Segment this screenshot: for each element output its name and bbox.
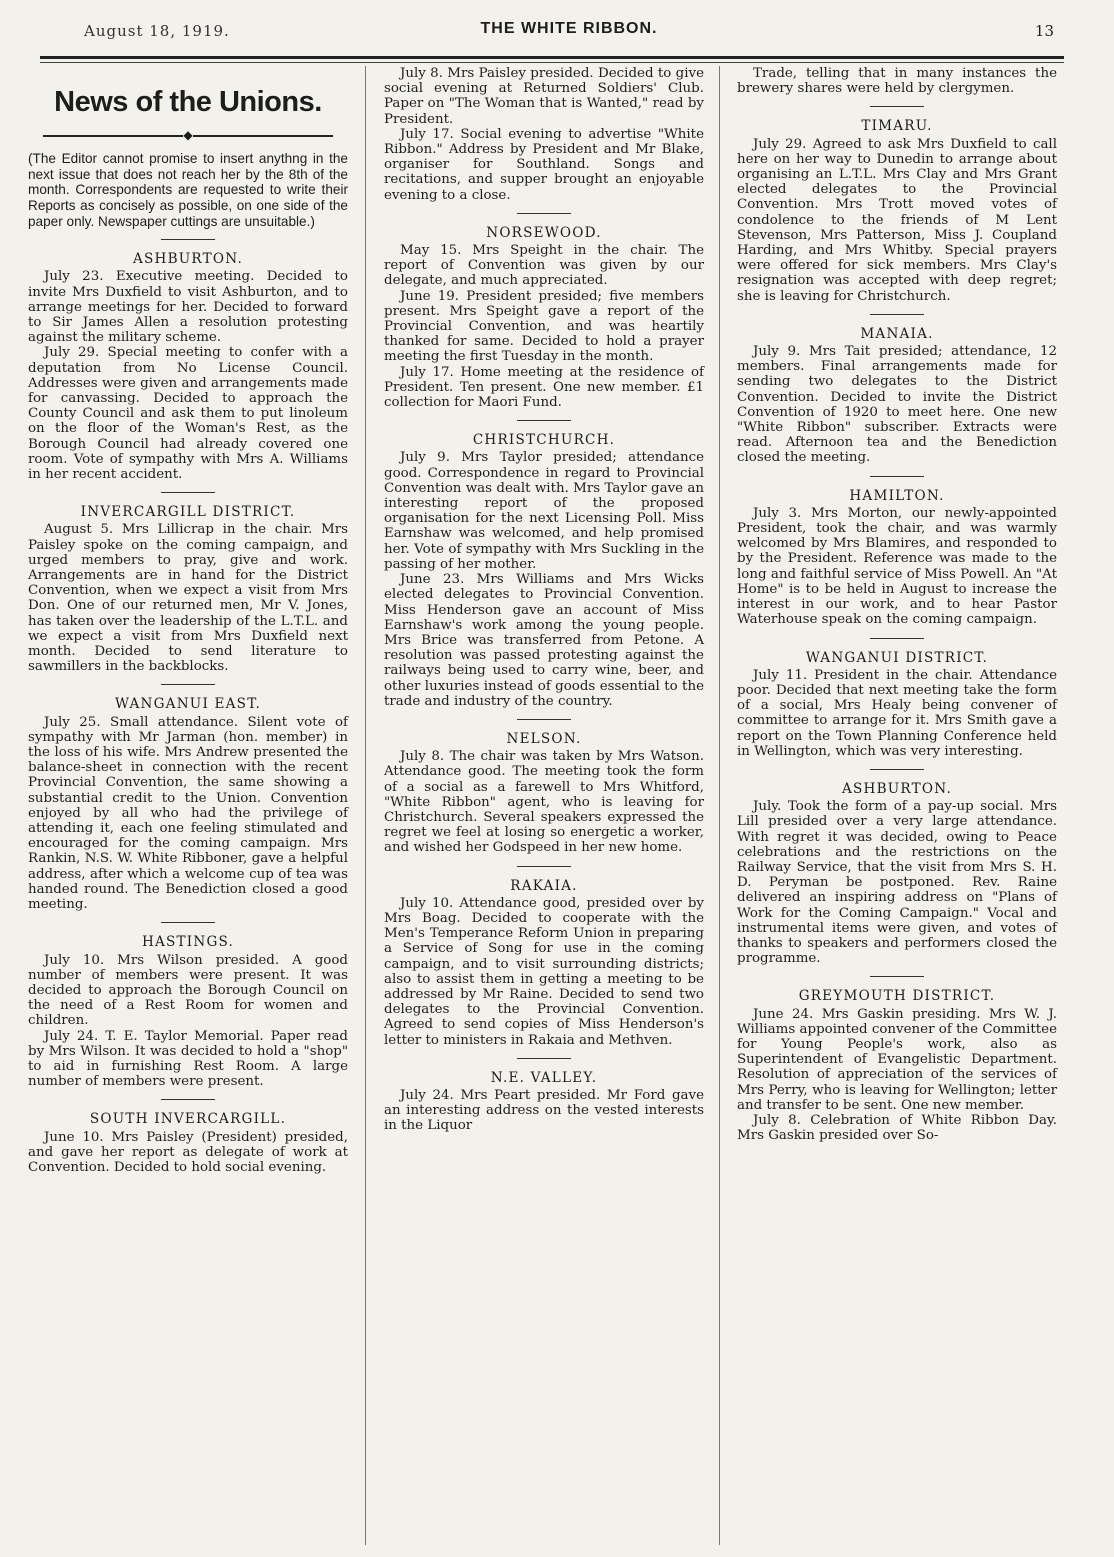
column-sections <box>384 66 704 1134</box>
news-section <box>28 922 348 1089</box>
section-title: HAMILTON. <box>849 487 945 504</box>
report-paragraph: July 23. Executive meeting. Decided to invite Mrs Duxfield to visit Ashburton, and to arrange meetings for her. Decided to forward to Sir James Allen a resolution protesting against the military scheme. <box>28 269 348 346</box>
report-paragraph: June 23. Mrs Williams and Mrs Wicks elected delegates to Provincial Convention. Miss Henderson gave an account of Miss Earnshaw's work among the young people. Mrs Brice was transferred from Petone. A resolution was passed protesting against the railways being used to carry wine, beer, and other luxuries instead of goods essential to the trade and industry of the country. <box>384 572 704 709</box>
news-section <box>28 1099 348 1175</box>
header-rule-thin <box>40 62 1064 63</box>
section-separator <box>870 769 924 770</box>
report-paragraph: June 19. President presided; five members present. Mrs Speight gave a report of the Provincial Convention, and was heartily thanked for same. Decided to hold a prayer meeting the first Tuesday in the month. <box>384 288 704 365</box>
page-title: News of the Unions. <box>54 86 322 118</box>
section-title: RAKAIA. <box>510 877 578 894</box>
section-separator <box>517 420 571 421</box>
column-sections <box>28 252 348 1175</box>
report-paragraph: July. Took the form of a pay-up social. Mrs Lill presided over a very large attendance. With regret it was decided, owing to Peace celebrations and the restrictions on the Railway Service, that the visit from Mrs S. H. D. Peryman be postponed. Rev. Raine delivered an inspiring address on "Plans of Work for the Coming Campaign." Vocal and instrumental items were given, and votes of thanks to speakers and performers closed the programme. <box>737 799 1057 967</box>
section-title: N.E. VALLEY. <box>490 1069 598 1086</box>
section-separator <box>161 684 215 685</box>
report-paragraph: July 10. Attendance good, presided over by Mrs Boag. Decided to cooperate with the Men's Temperance Reform Union in preparing a Service of Song for use in the coming campaign, and to visit surrounding districts; also to assist them in getting a meeting to be addressed by Mr Raine. Decided to send two delegates to the Provincial Convention. Agreed to send copies of Miss Henderson's letter to ministers in Rakaia and Methven. <box>384 895 704 1048</box>
report-paragraph: June 10. Mrs Paisley (President) presided, and gave her report as delegate of work at Convention. Decided to hold social evening. <box>28 1129 348 1175</box>
section-title: NORSEWOOD. <box>486 224 602 241</box>
section-title: WANGANUI EAST. <box>115 696 261 713</box>
column-1 <box>28 66 348 1175</box>
header-rule <box>40 56 1064 59</box>
news-section <box>384 420 704 709</box>
news-section <box>737 66 1057 96</box>
section-title: CHRISTCHURCH. <box>472 432 616 449</box>
section-title: HASTINGS. <box>141 934 235 951</box>
section-separator <box>517 719 571 720</box>
report-paragraph: July 24. T. E. Taylor Memorial. Paper read by Mrs Wilson. It was decided to hold a "shop" to aid in furnishing Rest Room. A large number of members were present. <box>28 1028 348 1090</box>
section-title: WANGANUI DISTRICT. <box>805 649 989 666</box>
report-paragraph: July 29. Agreed to ask Mrs Duxfield to call here on her way to Dunedin to arrange about organising an L.T.L. Mrs Clay and Mrs Grant elected delegates to the Provincial Convention. Mrs Trott moved votes of condolence to the friends of M Lent Stevenson, Mrs Patterson, Miss J. Coupland Harding, and Mrs Whitby. Special prayers were offered for sick members. Mrs Clay's resignation was accepted with deep regret; she is leaving for Christchurch. <box>737 136 1057 304</box>
section-separator <box>161 1099 215 1100</box>
news-section <box>737 476 1057 628</box>
report-paragraph: July 24. Mrs Peart presided. Mr Ford gave an interesting address on the vested interests in the Liquor <box>384 1087 704 1134</box>
ornament-divider: ◆ <box>28 128 348 143</box>
section-separator <box>161 492 215 493</box>
report-paragraph: July 11. President in the chair. Attendance poor. Decided that next meeting take the form of a social, Mrs Healy being convener of committee to arrange for it. Mrs Smith gave a report on the Town Planning Conference held in Wellington, which was very interesting. <box>737 667 1057 759</box>
news-section <box>384 866 704 1048</box>
column-3 <box>737 66 1057 1143</box>
report-paragraph: July 17. Home meeting at the residence of President. Ten present. One new member. £1 collection for Maori Fund. <box>384 364 704 411</box>
section-title: GREYMOUTH DISTRICT. <box>798 988 996 1005</box>
section-title: MANAIA. <box>860 325 934 342</box>
section-separator <box>870 476 924 477</box>
news-section <box>737 638 1057 759</box>
news-section <box>28 252 348 482</box>
report-paragraph: July 17. Social evening to advertise "White Ribbon." Address by President and Mr Blake, organiser for Southland. Songs and recitations, and supper brought an enjoyable evening to a close. <box>384 126 704 203</box>
section-title: INVERCARGILL DISTRICT. <box>80 504 296 521</box>
section-title: NELSON. <box>506 730 582 747</box>
section-separator <box>161 239 215 240</box>
report-paragraph: August 5. Mrs Lillicrap in the chair. Mrs Paisley spoke on the coming campaign, and urged members to pray, give and work. Arrangements are in hand for the District Convention, when we expect a visit from Mrs Don. One of our returned men, Mr V. Jones, has taken over the leadership of the L.T.L. and we expect a visit from Mrs Duxfield next month. Decided to send literature to sawmillers in the backblocks. <box>28 522 348 675</box>
section-separator <box>161 922 215 923</box>
issue-date: August 18, 1919. <box>84 22 230 40</box>
news-section <box>737 314 1057 466</box>
report-paragraph: July 29. Special meeting to confer with a deputation from No License Council. Addresses were given and arrangements made for canvassing. Decided to approach the County Council and ask them to put linoleum on the floor of the Woman's Rest, as the Borough Council had already covered one room. Vote of sympathy with Mrs A. Williams in her recent accident. <box>28 345 348 483</box>
section-title: TIMARU. <box>861 118 933 135</box>
column-divider <box>365 66 366 1545</box>
report-paragraph: July 9. Mrs Taylor presided; attendance good. Correspondence in regard to Provincial Convention was dealt with. Mrs Taylor gave an interesting report of the proposed organisation for the next Licensing Poll. Miss Earnshaw was welcomed, and help promised her. Vote of sympathy with Mrs Suckling in the passing of her mother. <box>384 450 704 572</box>
news-section <box>28 492 348 674</box>
report-paragraph: June 24. Mrs Gaskin presiding. Mrs W. J. Williams appointed convener of the Committee for Young People's work, also as Superintendent of Evangelistic Department. Resolution of appreciation of the services of Mrs Perry, who is leaving for Wellington; letter and transfer to be sent. One new member. <box>737 1006 1057 1113</box>
section-title: SOUTH INVERCARGILL. <box>89 1111 287 1128</box>
news-section <box>384 213 704 410</box>
section-separator <box>870 976 924 977</box>
section-title: ASHBURTON. <box>842 780 952 797</box>
news-section <box>737 106 1057 303</box>
report-paragraph: May 15. Mrs Speight in the chair. The report of Convention was given by our delegate, and much appreciated. <box>384 243 704 289</box>
newspaper-title: THE WHITE RIBBON. <box>480 20 658 37</box>
section-title: ASHBURTON. <box>133 251 243 268</box>
report-paragraph: July 9. Mrs Tait presided; attendance, 12 members. Final arrangements made for sending two delegates to the District Convention. Decided to invite the District Convention of 1920 to meet here. One new "White Ribbon" subscriber. Extracts were read. Afternoon tea and the Benediction closed the meeting. <box>737 344 1057 466</box>
report-paragraph: July 8. Mrs Paisley presided. Decided to give social evening at Returned Soldiers' Club. Paper on "The Woman that is Wanted," read by President. <box>384 66 704 127</box>
column-divider <box>719 66 720 1545</box>
section-separator <box>517 866 571 867</box>
report-paragraph: July 25. Small attendance. Silent vote of sympathy with Mr Jarman (hon. member) in the loss of his wife. Mrs Andrew presented the balance-sheet in connection with the recent Provincial Convention, the same showing a substantial credit to the Union. Convention enjoyed by all who had the privilege of attending it, each one feeling stimulated and encouraged for the coming campaign. Mrs Rankin, N.S. W. White Ribboner, gave a helpful address, after which a welcome cup of tea was handed round. The Benediction closed a good meeting. <box>28 714 348 913</box>
page-header <box>84 14 1054 48</box>
section-separator <box>870 638 924 639</box>
news-section <box>737 769 1057 966</box>
report-paragraph: July 3. Mrs Morton, our newly-appointed President, took the chair, and was warmly welcomed by Mrs Blamires, and responded to by the President. Reference was made to the long and faithful service of Miss Powell. An "At Home" is to be held in August to increase the interest in our work, and to hear Pastor Waterhouse speak on the coming campaign. <box>737 505 1057 628</box>
section-separator <box>870 314 924 315</box>
section-separator <box>870 106 924 107</box>
news-section <box>28 684 348 912</box>
section-separator <box>517 213 571 214</box>
page-number: 13 <box>1034 22 1054 40</box>
column-2 <box>384 66 704 1134</box>
news-section <box>384 719 704 856</box>
news-section <box>384 66 704 203</box>
news-section <box>737 976 1057 1143</box>
news-section <box>384 1058 704 1134</box>
report-paragraph: July 8. The chair was taken by Mrs Watson. Attendance good. The meeting took the form of a social as a farewell to Mrs Whitford, "White Ribbon" agent, who is leaving for Christchurch. Several speakers expressed the regret we feel at losing so energetic a worker, and wished her Godspeed in her new home. <box>384 749 704 856</box>
column-sections <box>737 66 1057 1143</box>
report-paragraph: July 10. Mrs Wilson presided. A good number of members were present. It was decided to approach the Borough Council on the need of a Rest Room for women and children. <box>28 952 348 1029</box>
editor-notice: (The Editor cannot promise to insert anythng in the next issue that does not reach her by the 8th of the month. Correspondents are requested to write their Reports as concisely as possible, on one side of the paper only. Newspaper cuttings are unsuitable.) <box>28 151 348 229</box>
report-paragraph: Trade, telling that in many instances the brewery shares were held by clergymen. <box>737 66 1057 97</box>
section-separator <box>517 1058 571 1059</box>
report-paragraph: July 8. Celebration of White Ribbon Day. Mrs Gaskin presided over So- <box>737 1112 1057 1144</box>
